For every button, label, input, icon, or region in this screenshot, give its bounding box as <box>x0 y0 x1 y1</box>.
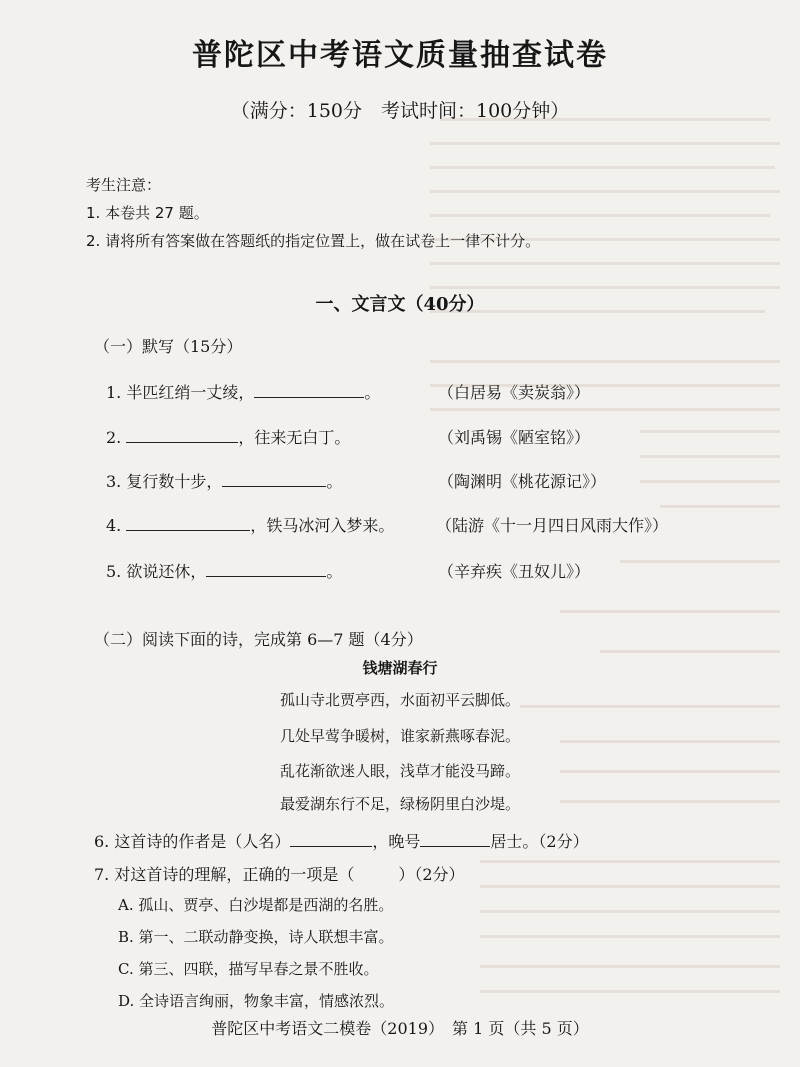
question-2 <box>106 425 350 448</box>
notice-item: 2. 请将所有答案做在答题纸的指定位置上，做在试卷上一律不计分。 <box>86 232 541 250</box>
question-7 <box>94 862 465 885</box>
poem-title: 钱塘湖春行 <box>362 659 438 677</box>
question-text: 欲说还休， <box>126 562 207 581</box>
question-text: 对这首诗的理解，正确的一项是（ <box>114 865 355 884</box>
poem-line: 孤山寺北贾亭西，水面初平云脚低。 <box>280 691 521 709</box>
question-text: 。 <box>326 472 343 491</box>
answer-blank <box>290 830 372 847</box>
question-text: ，晚号 <box>372 832 421 851</box>
question-4 <box>106 513 394 536</box>
part-heading: （一）默写（15分） <box>94 337 243 356</box>
question-text: 。 <box>364 383 381 402</box>
answer-blank <box>420 830 490 847</box>
page-footer: 普陀区中考语文二模卷（2019） 第 1 页（共 5 页） <box>211 1019 589 1038</box>
answer-blank <box>126 514 250 531</box>
option-c: C. 第三、四联，描写早春之景不胜收。 <box>118 960 379 978</box>
question-number: 4. <box>106 516 122 535</box>
source-citation: （陆游《十一月四日风雨大作》） <box>436 516 669 535</box>
question-text: 半匹红绡一丈绫， <box>126 383 255 402</box>
question-number: 3. <box>106 472 122 491</box>
source-citation: （刘禹锡《陋室铭》） <box>438 428 591 447</box>
question-number: 1. <box>106 383 122 402</box>
answer-blank <box>254 381 364 398</box>
source-citation: （辛弃疾《丑奴儿》） <box>438 562 591 581</box>
source-citation: （白居易《卖炭翁》） <box>438 383 591 402</box>
question-text: 复行数十步， <box>126 472 223 491</box>
question-number: 5. <box>106 562 122 581</box>
question-number: 6. <box>94 832 110 851</box>
question-text: 。 <box>326 562 343 581</box>
question-number: 2. <box>106 428 122 447</box>
poem-line: 最爱湖东行不足，绿杨阴里白沙堤。 <box>280 795 521 813</box>
question-1 <box>106 380 380 403</box>
part-heading: （二）阅读下面的诗，完成第 6—7 题（4分） <box>94 630 423 649</box>
notice-item: 1. 本卷共 27 题。 <box>86 204 209 222</box>
question-text: 居士。（2分） <box>490 832 589 851</box>
exam-subtitle: （满分：150分 考试时间：100分钟） <box>230 100 570 122</box>
option-a: A. 孤山、贾亭、白沙堤都是西湖的名胜。 <box>118 896 394 914</box>
answer-blank <box>206 560 326 577</box>
exam-title: 普陀区中考语文质量抽查试卷 <box>192 38 608 73</box>
question-6 <box>94 829 589 852</box>
answer-blank <box>126 426 238 443</box>
option-d: D. 全诗语言绚丽，物象丰富，情感浓烈。 <box>118 992 395 1010</box>
notice-heading: 考生注意： <box>86 176 162 194</box>
question-5 <box>106 559 342 582</box>
section-heading: 一、文言文（40分） <box>315 294 485 315</box>
poem-line: 乱花渐欲迷人眼，浅草才能没马蹄。 <box>280 762 521 780</box>
question-text: ）（2分） <box>398 865 465 884</box>
question-3 <box>106 469 342 492</box>
question-number: 7. <box>94 865 110 884</box>
option-b: B. 第一、二联动静变换，诗人联想丰富。 <box>118 928 394 946</box>
question-text: ，往来无白丁。 <box>238 428 351 447</box>
poem-line: 几处早莺争暖树，谁家新燕啄春泥。 <box>280 727 521 745</box>
answer-blank <box>222 470 326 487</box>
source-citation: （陶渊明《桃花源记》） <box>438 472 607 491</box>
question-text: ，铁马冰河入梦来。 <box>250 516 395 535</box>
question-text: 这首诗的作者是（人名） <box>114 832 291 851</box>
